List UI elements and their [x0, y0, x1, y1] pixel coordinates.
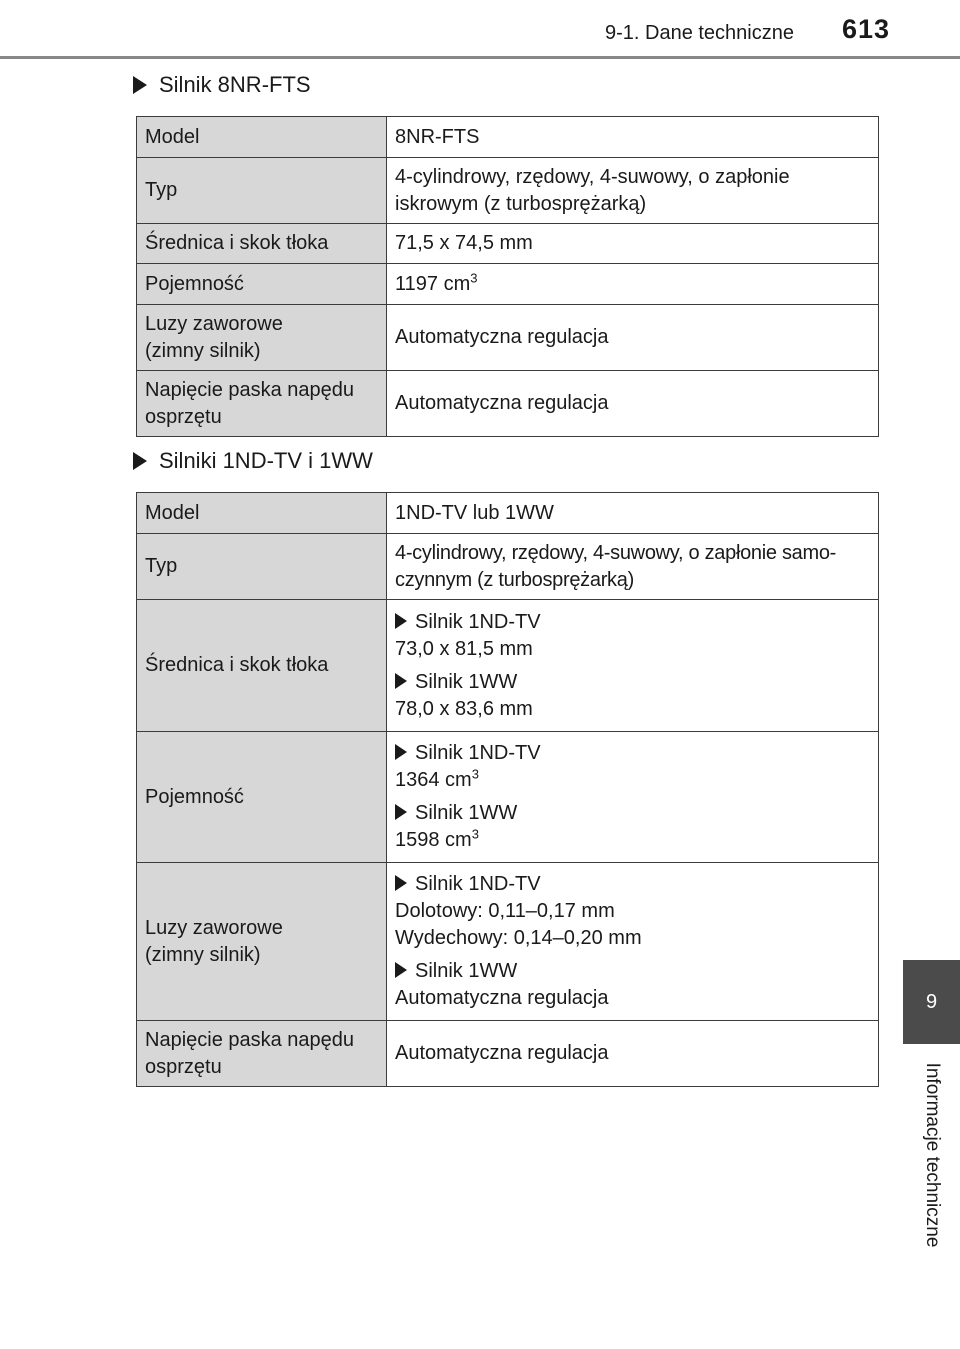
spec-key: Średnica i skok tłoka [137, 224, 387, 264]
triangle-bullet-icon [395, 875, 407, 891]
table-row [137, 732, 879, 863]
spec-key-line: (zimny silnik) [145, 339, 261, 362]
sub-item [395, 800, 870, 854]
spec-key-line: osprzętu [145, 1055, 222, 1078]
table-row [137, 117, 879, 158]
section-heading: 9-1. Dane techniczne [604, 22, 794, 44]
spec-key [137, 1021, 387, 1087]
spec-value: Automatyczna regulacja [387, 371, 879, 437]
section-title-text: Silniki 1ND-TV i 1WW [159, 448, 373, 473]
spec-value [387, 732, 879, 863]
table-row [137, 1021, 879, 1087]
page-header [0, 0, 960, 60]
triangle-bullet-icon [133, 76, 147, 94]
displacement-value: 1197 cm [395, 272, 471, 295]
spec-value: Automatyczna regulacja [387, 305, 879, 371]
spec-value [387, 264, 879, 305]
sub-item-label: Silnik 1ND-TV [415, 742, 541, 764]
spec-value [387, 600, 879, 732]
spec-key: Pojemność [137, 732, 387, 863]
spec-key-line: Napięcie paska napędu [145, 378, 355, 401]
unit-exponent: 3 [470, 269, 478, 285]
spec-value: 4-cylindrowy, rzędowy, 4-suwowy, o zapłonie samo-czynnym (z turbosprężarką) [387, 534, 879, 600]
spec-key: Typ [137, 158, 387, 224]
table-row [137, 264, 879, 305]
triangle-bullet-icon [395, 962, 407, 978]
section-title-text: Silnik 8NR-FTS [159, 72, 311, 97]
table-row [137, 863, 879, 1021]
table-row [137, 493, 879, 534]
table-row [137, 158, 879, 224]
spec-key: Typ [137, 534, 387, 600]
spec-value: 4-cylindrowy, rzędowy, 4-suwowy, o zapłonie iskrowym (z turbosprężarką) [387, 158, 879, 224]
unit-exponent: 3 [471, 826, 479, 842]
sub-item [395, 609, 870, 663]
sub-item-value: 1364 cm [395, 769, 472, 791]
page-number: 613 [841, 14, 890, 44]
sub-item-value: Wydechowy: 0,14–0,20 mm [395, 927, 642, 949]
sub-item [395, 669, 870, 723]
spec-key: Średnica i skok tłoka [137, 600, 387, 732]
sub-item-label: Silnik 1WW [415, 670, 518, 693]
sub-item-value: Automatyczna regulacja [395, 987, 609, 1009]
triangle-bullet-icon [395, 673, 407, 689]
spec-key-line: Napięcie paska napędu [145, 1028, 355, 1051]
spec-value: 1ND-TV lub 1WW [387, 493, 879, 534]
sub-item-value: 1598 cm [395, 829, 472, 851]
spec-value: 8NR-FTS [387, 117, 879, 158]
spec-key: Pojemność [137, 264, 387, 305]
spec-key-line: (zimny silnik) [145, 943, 261, 966]
sub-item-value: Dolotowy: 0,11–0,17 mm [395, 900, 615, 922]
spec-key: Model [137, 493, 387, 534]
spec-table-8nr-fts [136, 116, 879, 437]
sub-item-value: 73,0 x 81,5 mm [395, 637, 533, 660]
triangle-bullet-icon [133, 452, 147, 470]
chapter-label [903, 1044, 960, 1284]
sub-item-label: Silnik 1WW [415, 802, 518, 824]
unit-exponent: 3 [471, 766, 479, 782]
table-row [137, 534, 879, 600]
table-row [137, 371, 879, 437]
section-title-1nd-tv-1ww [133, 448, 373, 474]
table-row [137, 305, 879, 371]
spec-value: Automatyczna regulacja [387, 1021, 879, 1087]
sub-item [395, 871, 870, 952]
chapter-label-text: Informacje techniczne [921, 1062, 943, 1248]
spec-key-line: Luzy zaworowe [145, 916, 283, 939]
table-row [137, 224, 879, 264]
sub-item-label: Silnik 1WW [415, 960, 518, 982]
spec-value [387, 863, 879, 1021]
spec-key [137, 371, 387, 437]
spec-value: 71,5 x 74,5 mm [387, 224, 879, 264]
sub-item [395, 740, 870, 794]
spec-table-1nd-tv-1ww [136, 492, 879, 1087]
sub-item-label: Silnik 1ND-TV [415, 610, 541, 633]
section-title-8nr-fts [133, 72, 311, 98]
spec-key-line: Luzy zaworowe [145, 312, 283, 335]
sub-item-value: 78,0 x 83,6 mm [395, 697, 533, 720]
table-row [137, 600, 879, 732]
triangle-bullet-icon [395, 744, 407, 760]
spec-key [137, 863, 387, 1021]
spec-key [137, 305, 387, 371]
sub-item-label: Silnik 1ND-TV [415, 873, 541, 895]
triangle-bullet-icon [395, 804, 407, 820]
sub-item [395, 958, 870, 1012]
spec-key: Model [137, 117, 387, 158]
triangle-bullet-icon [395, 613, 407, 629]
chapter-tab[interactable]: 9 [903, 960, 960, 1044]
header-divider [0, 56, 960, 59]
spec-key-line: osprzętu [145, 405, 222, 428]
